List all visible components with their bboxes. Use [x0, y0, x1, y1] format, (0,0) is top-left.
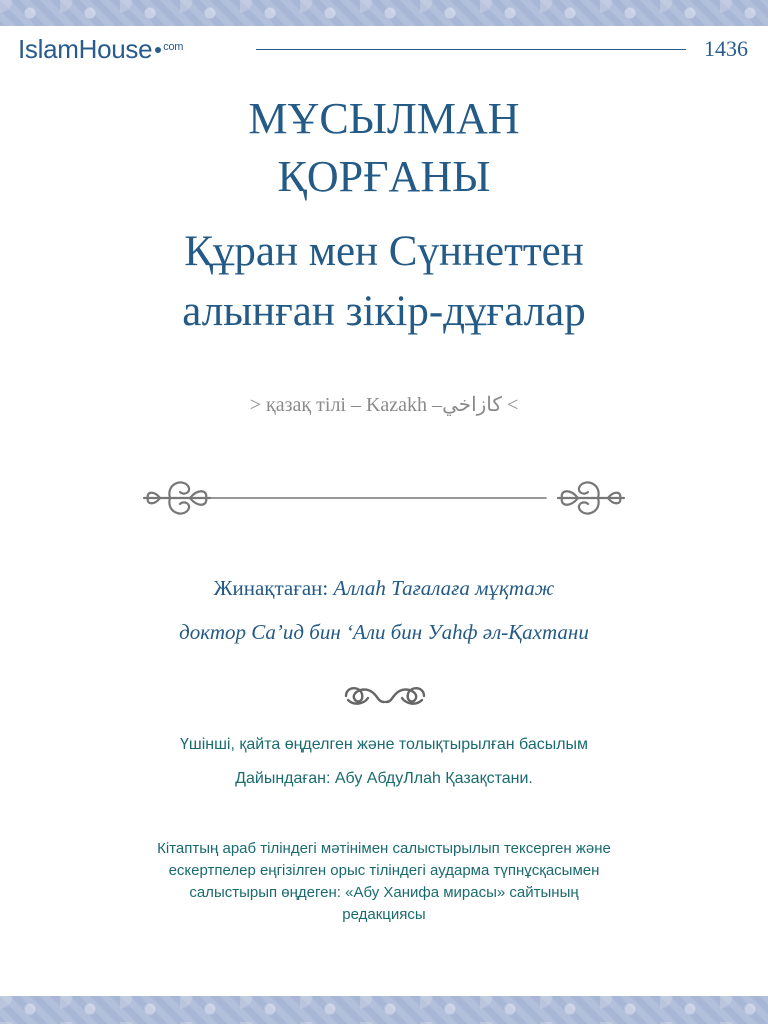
knot-ornament-icon [342, 680, 428, 708]
header-divider [256, 49, 686, 50]
subtitle-line-1: Құран мен Сүннеттен [184, 228, 584, 275]
edition-block [0, 728, 768, 796]
logo-dot-icon [155, 47, 161, 53]
note-line-3: салыстырып өңдеген: «Абу Ханифа мирасы» сайтының [189, 884, 579, 901]
islamhouse-logo [18, 34, 183, 65]
note-line-4: редакциясы [342, 906, 426, 923]
title-line-2: ҚОРҒАНЫ [277, 152, 491, 201]
language-line: > қазақ тілі – Kazakh –كازاخي < [249, 394, 519, 416]
subtitle-line-2: алынған зікір-дұғалар [182, 288, 586, 335]
year: 1436 [704, 36, 748, 61]
editorial-note [0, 838, 768, 926]
compiler-line-1-rest: Аллаһ Тағалаға мұқтаж [333, 576, 555, 600]
logo-text: IslamHouse [18, 34, 153, 64]
compiler-line-1 [0, 566, 768, 610]
logo-suffix: com [163, 41, 184, 53]
note-line-2: ескертпелер еңгізілген орыс тіліндегі аудармa түпнұсқасымен [168, 862, 600, 879]
book-title [0, 90, 768, 206]
title-line-1: МҰСЫЛМАН [248, 94, 520, 143]
flourish-divider-icon [140, 470, 628, 526]
compiler-block [0, 566, 768, 654]
header [18, 30, 748, 70]
note-line-1: Кітаптың араб тіліндегі мәтінімен салыстырылып тексерген және [157, 840, 611, 857]
edition-line-2: Дайындаған: Абу АбдуЛлаһ Қазақстани. [235, 770, 533, 787]
compiler-line-2: доктор Са’ид бин ‘Али бин Уаһф әл-Қахтани [179, 620, 589, 644]
bottom-decorative-band [0, 996, 768, 1024]
book-subtitle [0, 222, 768, 342]
top-decorative-band [0, 0, 768, 26]
edition-line-1: Үшінші, қайта өңделген және толықтырылған басылым [179, 736, 589, 753]
compiler-label: Жинақтаған: [213, 576, 329, 600]
